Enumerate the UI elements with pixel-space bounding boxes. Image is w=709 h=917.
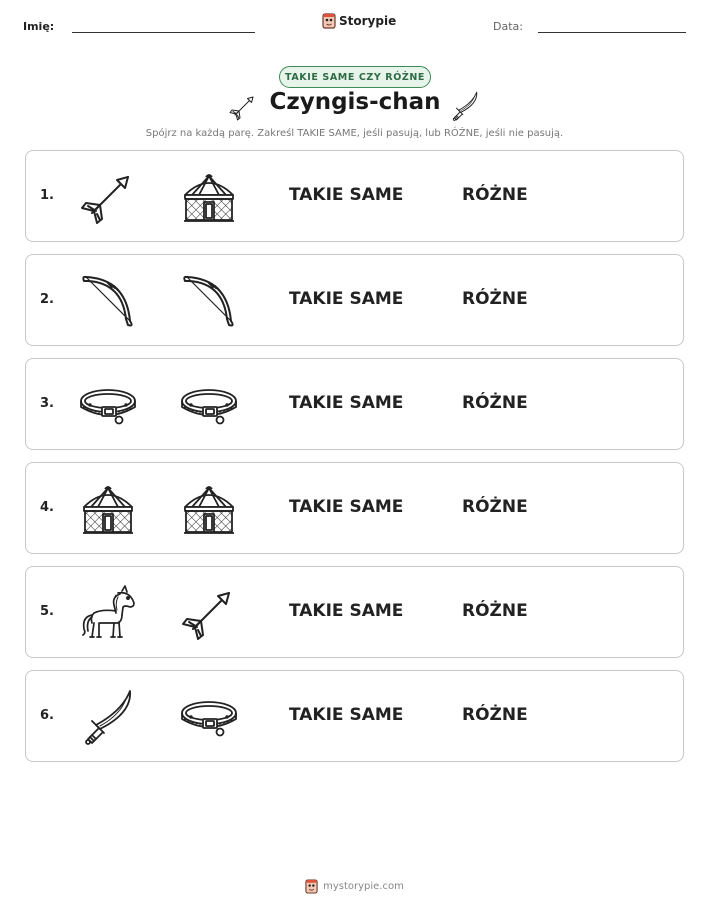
- question-number: 6.: [40, 708, 54, 723]
- belt-icon: [179, 375, 239, 435]
- question-row: [25, 254, 684, 346]
- option-same[interactable]: TAKIE SAME: [289, 185, 404, 205]
- brand-name: Storypie: [339, 14, 397, 28]
- question-row: [25, 670, 684, 762]
- option-different[interactable]: RÓŻNE: [462, 185, 528, 205]
- horse-icon: [78, 583, 138, 643]
- yurt-icon: [179, 167, 239, 227]
- storypie-logo-icon: [322, 13, 336, 29]
- option-same[interactable]: TAKIE SAME: [289, 393, 404, 413]
- option-different[interactable]: RÓŻNE: [462, 393, 528, 413]
- date-label: Data:: [493, 20, 523, 33]
- bow-icon: [78, 271, 138, 331]
- option-different[interactable]: RÓŻNE: [462, 497, 528, 517]
- name-label: Imię:: [23, 20, 55, 33]
- footer-url: mystorypie.com: [323, 881, 404, 892]
- arrow-icon: [179, 583, 239, 643]
- storypie-logo-icon: [305, 879, 318, 894]
- yurt-icon: [179, 479, 239, 539]
- page-title: Czyngis-chan: [269, 89, 441, 115]
- belt-icon: [179, 687, 239, 747]
- sword-icon: [449, 90, 481, 122]
- question-number: 1.: [40, 188, 54, 203]
- footer: [0, 879, 709, 894]
- arrow-icon: [78, 167, 138, 227]
- bow-icon: [179, 271, 239, 331]
- option-different[interactable]: RÓŻNE: [462, 601, 528, 621]
- instructions: Spójrz na każdą parę. Zakreśl TAKIE SAME, jeśli pasują, lub RÓŻNE, jeśli nie pasują.: [145, 128, 564, 139]
- question-number: 3.: [40, 396, 54, 411]
- yurt-icon: [78, 479, 138, 539]
- brand-logo: [322, 13, 396, 29]
- option-different[interactable]: RÓŻNE: [462, 289, 528, 309]
- name-field-line[interactable]: [72, 32, 255, 33]
- option-same[interactable]: TAKIE SAME: [289, 289, 404, 309]
- option-same[interactable]: TAKIE SAME: [289, 497, 404, 517]
- question-row: [25, 358, 684, 450]
- date-field-line[interactable]: [538, 32, 686, 33]
- question-number: 4.: [40, 500, 54, 515]
- question-row: [25, 462, 684, 554]
- question-row: [25, 150, 684, 242]
- option-different[interactable]: RÓŻNE: [462, 705, 528, 725]
- question-number: 5.: [40, 604, 54, 619]
- question-number: 2.: [40, 292, 54, 307]
- sword-icon: [78, 687, 138, 747]
- belt-icon: [78, 375, 138, 435]
- question-row: [25, 566, 684, 658]
- option-same[interactable]: TAKIE SAME: [289, 705, 404, 725]
- option-same[interactable]: TAKIE SAME: [289, 601, 404, 621]
- activity-tag: TAKIE SAME CZY RÓŻNE: [279, 66, 431, 88]
